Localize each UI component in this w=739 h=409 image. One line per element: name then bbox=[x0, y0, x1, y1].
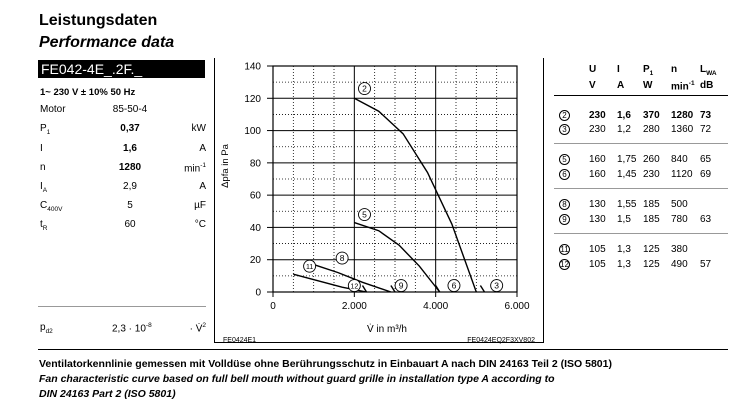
chart-code: FE0424EQ2F3XV802 bbox=[467, 337, 535, 344]
spec-label: I bbox=[40, 143, 43, 154]
table-cell-n: 840 bbox=[671, 154, 688, 165]
table-cell-l: 57 bbox=[700, 259, 712, 270]
caption-en-line1: Fan characteristic curve based on full bell mouth without guard grille in installation type A according to bbox=[39, 373, 555, 385]
spec-value: 1,6 bbox=[123, 143, 137, 154]
curve-label-8 bbox=[336, 252, 348, 264]
spec-row bbox=[40, 143, 206, 161]
curve-label-2 bbox=[359, 83, 371, 95]
operating-point-marker: 3 bbox=[559, 124, 570, 135]
y-tick-label: 60 bbox=[249, 190, 261, 202]
x-axis-label: V̇ in m³/h bbox=[366, 324, 408, 335]
table-unit-cell: W bbox=[643, 80, 653, 91]
table-cell-n: 780 bbox=[671, 214, 688, 225]
table-row bbox=[554, 110, 726, 122]
curve-label-9 bbox=[395, 280, 407, 292]
table-cell-l: 73 bbox=[700, 110, 712, 121]
table-cell-u: 160 bbox=[589, 154, 606, 165]
spec-row bbox=[40, 162, 206, 180]
table-cell-u: 105 bbox=[589, 244, 606, 255]
table-header-cell: U bbox=[589, 64, 597, 75]
pd2-unit: · V̇$^2$ bbox=[189, 322, 206, 335]
table-cell-u: 130 bbox=[589, 199, 606, 210]
table-cell-n: 380 bbox=[671, 244, 688, 255]
curve-label-12 bbox=[348, 280, 360, 292]
curve-label-text: 5 bbox=[362, 209, 367, 220]
table-unit-cell: dB bbox=[700, 80, 714, 91]
spec-row bbox=[40, 219, 206, 237]
curve-label-11 bbox=[304, 260, 316, 272]
spec-unit: °C bbox=[194, 219, 206, 230]
table-header-cell: I bbox=[617, 64, 620, 75]
spec-row bbox=[40, 200, 206, 218]
y-tick-label: 0 bbox=[255, 287, 261, 299]
operating-point-marker: 5 bbox=[559, 154, 570, 165]
table-group-divider bbox=[554, 143, 728, 144]
table-cell-p: 370 bbox=[643, 110, 660, 121]
spec-value: 85-50-4 bbox=[112, 104, 148, 115]
table-cell-n: 490 bbox=[671, 259, 688, 270]
table-cell-n: 500 bbox=[671, 199, 688, 210]
x-tick-label: 0 bbox=[270, 301, 276, 312]
y-tick-label: 20 bbox=[249, 255, 261, 267]
table-group-divider bbox=[554, 188, 728, 189]
y-tick-label: 80 bbox=[249, 158, 261, 170]
table-cell-l: 72 bbox=[700, 124, 712, 135]
caption-de: Ventilatorkennlinie gemessen mit Volldüse ohne Berührungsschutz in Einbauart A nach DIN 24163 Teil 2 (ISO 5801) bbox=[39, 358, 612, 370]
spec-row bbox=[40, 104, 206, 122]
spec-label: $t_R$ bbox=[40, 219, 48, 232]
curve-label-text: 11 bbox=[305, 264, 314, 272]
table-cell-n: 1360 bbox=[671, 124, 694, 135]
table-cell-p: 260 bbox=[643, 154, 660, 165]
table-cell-i: 1,45 bbox=[617, 169, 637, 180]
spec-unit: A bbox=[199, 181, 206, 192]
spec-label: Motor bbox=[40, 104, 66, 115]
table-row bbox=[554, 169, 726, 181]
table-cell-l: 65 bbox=[700, 154, 712, 165]
operating-point-marker: 8 bbox=[559, 199, 570, 210]
y-tick-label: 100 bbox=[244, 126, 261, 138]
table-cell-i: 1,75 bbox=[617, 154, 637, 165]
chart-grid bbox=[273, 66, 517, 292]
spec-label: $P_1$ bbox=[40, 123, 51, 136]
operating-point-marker: 11 bbox=[560, 245, 569, 254]
table-cell-i: 1,3 bbox=[617, 244, 631, 255]
curve-3 bbox=[480, 286, 484, 293]
operating-point-marker: 12 bbox=[560, 260, 569, 269]
model-number: FE042-4E_.2F._ bbox=[38, 60, 205, 78]
spec-unit: kW bbox=[191, 123, 206, 134]
spec-label: $C_{400V}$ bbox=[40, 200, 63, 213]
pd2-value: $2,3 \cdot 10^{-8}$ bbox=[112, 322, 152, 335]
spec-unit: A bbox=[199, 143, 206, 154]
title-en: Performance data bbox=[39, 34, 175, 51]
curve-label-text: 2 bbox=[362, 83, 367, 94]
spec-value: 5 bbox=[127, 200, 133, 211]
table-cell-p: 230 bbox=[643, 169, 660, 180]
panel-divider-right bbox=[543, 58, 544, 342]
spec-value: 60 bbox=[124, 219, 136, 230]
table-cell-i: 1,2 bbox=[617, 124, 631, 135]
table-cell-p: 185 bbox=[643, 199, 660, 210]
y-tick-label: 140 bbox=[244, 61, 261, 73]
table-header-cell: $L_{WA}$ bbox=[700, 64, 717, 77]
table-cell-n: 1120 bbox=[671, 169, 693, 180]
table-unit-cell: V bbox=[589, 80, 596, 91]
spec-row bbox=[40, 123, 206, 141]
table-cell-u: 230 bbox=[589, 110, 606, 121]
caption-rule bbox=[38, 349, 728, 350]
table-cell-l: 63 bbox=[700, 214, 712, 225]
table-cell-i: 1,55 bbox=[617, 199, 637, 210]
table-row bbox=[554, 259, 726, 271]
table-cell-l: 69 bbox=[700, 169, 712, 180]
curve-label-text: 12 bbox=[350, 283, 359, 291]
table-cell-i: 1,3 bbox=[617, 259, 631, 270]
spec-unit: $\min^{-1}$ bbox=[184, 162, 206, 175]
title-de: Leistungsdaten bbox=[39, 12, 158, 29]
table-unit-cell: A bbox=[617, 80, 625, 91]
table-cell-u: 130 bbox=[589, 214, 606, 225]
x-tick-label: 4.000 bbox=[423, 301, 449, 312]
spec-row bbox=[40, 181, 206, 199]
table-group-divider bbox=[554, 233, 728, 234]
pd2-label: $p_{d2}$ bbox=[40, 322, 53, 335]
table-cell-i: 1,5 bbox=[617, 214, 631, 225]
y-tick-label: 40 bbox=[249, 222, 261, 234]
spec-value: 1280 bbox=[118, 162, 142, 173]
curve-label-6 bbox=[448, 280, 460, 292]
y-axis-label: Δpfa in Pa bbox=[220, 144, 231, 188]
performance-chart bbox=[215, 56, 543, 346]
curve-9 bbox=[391, 286, 395, 293]
spec-value: 2,9 bbox=[123, 181, 137, 192]
x-tick-label: 2.000 bbox=[341, 301, 367, 312]
table-cell-n: 1280 bbox=[671, 110, 694, 121]
chart-axes bbox=[244, 62, 530, 313]
operating-point-marker: 9 bbox=[559, 214, 570, 225]
supply-voltage: 1~ 230 V ± 10% 50 Hz bbox=[40, 87, 136, 98]
y-tick-label: 120 bbox=[244, 93, 261, 105]
table-row bbox=[554, 154, 726, 166]
table-row bbox=[554, 124, 726, 136]
table-header-cell: $P_1$ bbox=[643, 64, 654, 77]
table-header-cell: n bbox=[671, 64, 678, 75]
table-row bbox=[554, 214, 726, 226]
curve-label-text: 8 bbox=[339, 253, 345, 264]
x-tick-label: 6.000 bbox=[504, 301, 530, 312]
operating-point-marker: 2 bbox=[559, 110, 570, 121]
spec-value: 0,37 bbox=[120, 123, 140, 134]
spec-divider bbox=[38, 306, 206, 307]
operating-point-marker: 6 bbox=[559, 169, 570, 180]
spec-label: n bbox=[40, 162, 46, 173]
spec-label: $I_A$ bbox=[40, 181, 48, 194]
pd2-row bbox=[40, 322, 206, 335]
spec-footer-code: FE0424E1 bbox=[223, 337, 257, 344]
table-cell-i: 1,6 bbox=[617, 110, 631, 121]
table-row bbox=[554, 244, 726, 256]
table-cell-p: 125 bbox=[643, 244, 660, 255]
table-header-rule bbox=[554, 95, 728, 96]
table-cell-p: 185 bbox=[643, 214, 660, 225]
table-cell-u: 230 bbox=[589, 124, 606, 135]
table-cell-p: 280 bbox=[643, 124, 660, 135]
table-cell-u: 160 bbox=[589, 169, 606, 180]
curve-label-text: 3 bbox=[494, 280, 500, 291]
curve-label-text: 6 bbox=[451, 280, 457, 291]
table-cell-p: 125 bbox=[643, 259, 660, 270]
table-unit-cell: $\min^{-1}$ bbox=[671, 80, 695, 93]
curve-label-text: 9 bbox=[398, 280, 404, 291]
curve-label-3 bbox=[491, 280, 503, 292]
table-row bbox=[554, 199, 726, 211]
caption-en-line2: DIN 24163 Part 2 (ISO 5801) bbox=[39, 388, 176, 400]
table-cell-u: 105 bbox=[589, 259, 606, 270]
spec-unit: µF bbox=[194, 200, 206, 211]
curve-label-5 bbox=[359, 209, 371, 221]
